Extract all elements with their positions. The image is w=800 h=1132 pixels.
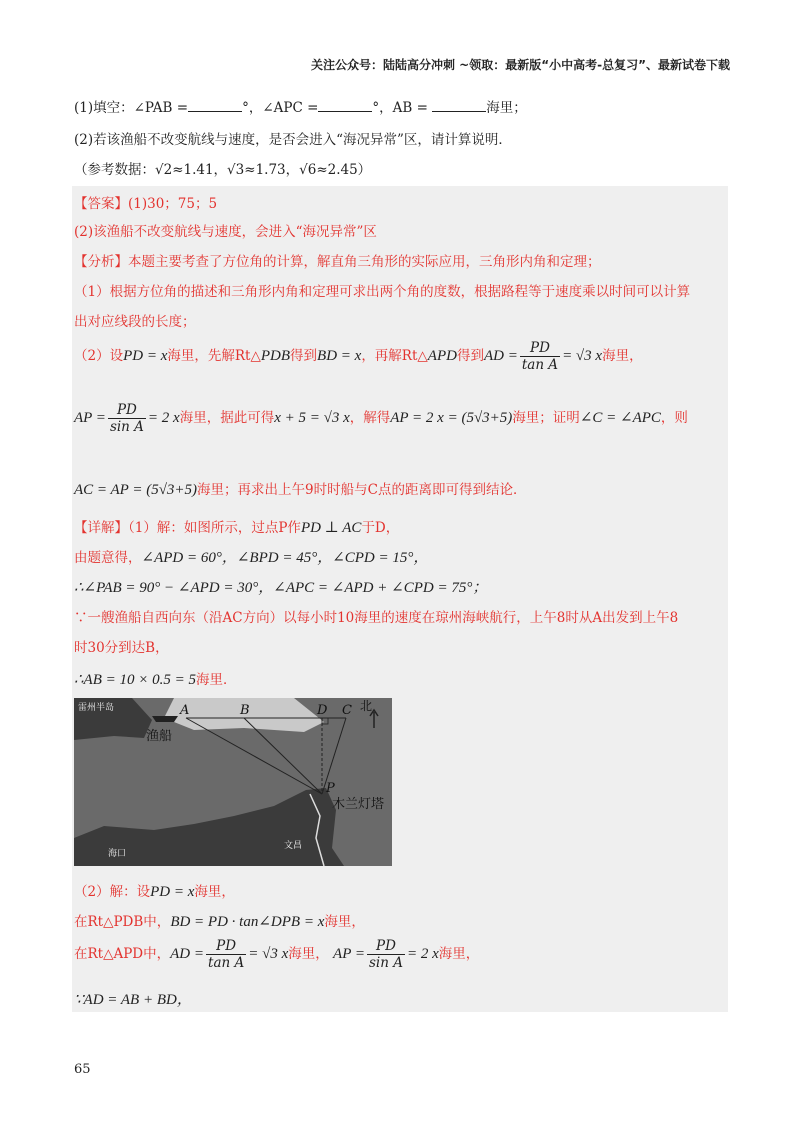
solution-2-3: 在Rt△APD中，AD = $\frac{PD}{\text{tan A}}$ = √3 x海里， AP = $\frac{PD}{\text{sin A}}$ = 2 x海里， [74, 938, 480, 971]
label-north: 北 [360, 699, 373, 713]
analysis-p4: AC = AP = (5√3+5)海里；再求出上午9时时船与C点的距离即可得到结论． [74, 482, 527, 498]
analysis-p3: AP = $\frac{PD}{\text{sin A}}$ = 2 x海里，据此可得x + 5 = √3 x，解得AP = 2 x = (5√3+5)海里；证明∠C = ∠APC，则 [74, 402, 688, 435]
label-haikou: 海口 [108, 849, 127, 859]
detail-5: ∴AB = 10 × 0.5 = 5海里． [74, 672, 237, 688]
analysis-p2: （2）设PD = x海里，先解Rt△PDB得到BD = x，再解Rt△APD得到AD = $\frac{PD}{\text{tan A}}$ = √3 x海里， [74, 340, 643, 373]
answer-2: (2)该渔船不改变航线与速度，会进入“海况异常”区 [74, 224, 377, 240]
page-number: 65 [74, 1062, 91, 1077]
analysis-p1b: 出对应线段的长度； [74, 314, 196, 330]
fraction: $\frac{PD}{\text{sin A}}$ [109, 402, 144, 435]
detail-4a: ∵一艘渔船自西向东（沿AC方向）以每小时10海里的速度在琼州海峡航行，上午8时从A出发到上午8 [74, 610, 679, 626]
page-header: 关注公众号：陆陆高分冲刺 ~领取：最新版“小中高考-总复习”、最新试卷下载 [311, 58, 730, 72]
fraction: $\frac{PD}{\text{sin A}}$ [368, 938, 403, 971]
label-a: A [180, 703, 190, 718]
question-1: (1)填空：∠PAB = °，∠APC = °，AB = 海里； [74, 100, 527, 116]
detail-4b: 时30分到达B， [74, 640, 169, 656]
answer-blank [432, 99, 486, 112]
solution-2-2: 在Rt△PDB中，BD = PD · tan∠DPB = x海里， [74, 914, 365, 930]
map-svg [74, 698, 392, 866]
solution-2-4: ∵AD = AB + BD， [74, 992, 192, 1008]
reference-data: （参考数据：√2≈1.41，√3≈1.73，√6≈2.45） [74, 162, 372, 178]
solution-2-1: （2）解：设PD = x海里， [74, 884, 235, 900]
answer-blank [188, 99, 242, 112]
analysis-title: 【分析】本题主要考查了方位角的计算，解直角三角形的实际应用，三角形内角和定理； [74, 254, 601, 270]
fraction: $\frac{PD}{\text{tan A}}$ [208, 938, 245, 971]
label-leizhou: 雷州半岛 [78, 703, 115, 713]
label-wenchang: 文昌 [284, 841, 303, 851]
label-boat: 渔船 [146, 729, 173, 744]
detail-2: 由题意得，∠APD = 60°，∠BPD = 45°，∠CPD = 15°， [74, 550, 429, 566]
label-b: B [240, 703, 250, 718]
label-d: D [317, 703, 328, 718]
question-2: (2)若该渔船不改变航线与速度，是否会进入“海况异常”区，请计算说明． [74, 132, 512, 148]
analysis-p1a: （1）根据方位角的描述和三角形内角和定理可求出两个角的度数，根据路程等于速度乘以时间可以计算 [74, 284, 691, 300]
label-p: P [326, 781, 335, 796]
label-tower: 木兰灯塔 [332, 797, 385, 812]
fraction: $\frac{PD}{\text{tan A}}$ [521, 340, 559, 373]
answer-1: 【答案】(1)30；75；5 [74, 196, 218, 212]
sea-map-figure [74, 698, 392, 866]
answer-blank [318, 99, 372, 112]
boat-icon [152, 716, 178, 722]
label-c: C [342, 703, 352, 718]
detail-3: ∴∠PAB = 90° − ∠APD = 30°，∠APC = ∠APD + ∠CPD = 75°； [74, 580, 488, 596]
detail-1: 【详解】（1）解：如图所示，过点P作PD ⊥ AC于D， [74, 520, 400, 536]
